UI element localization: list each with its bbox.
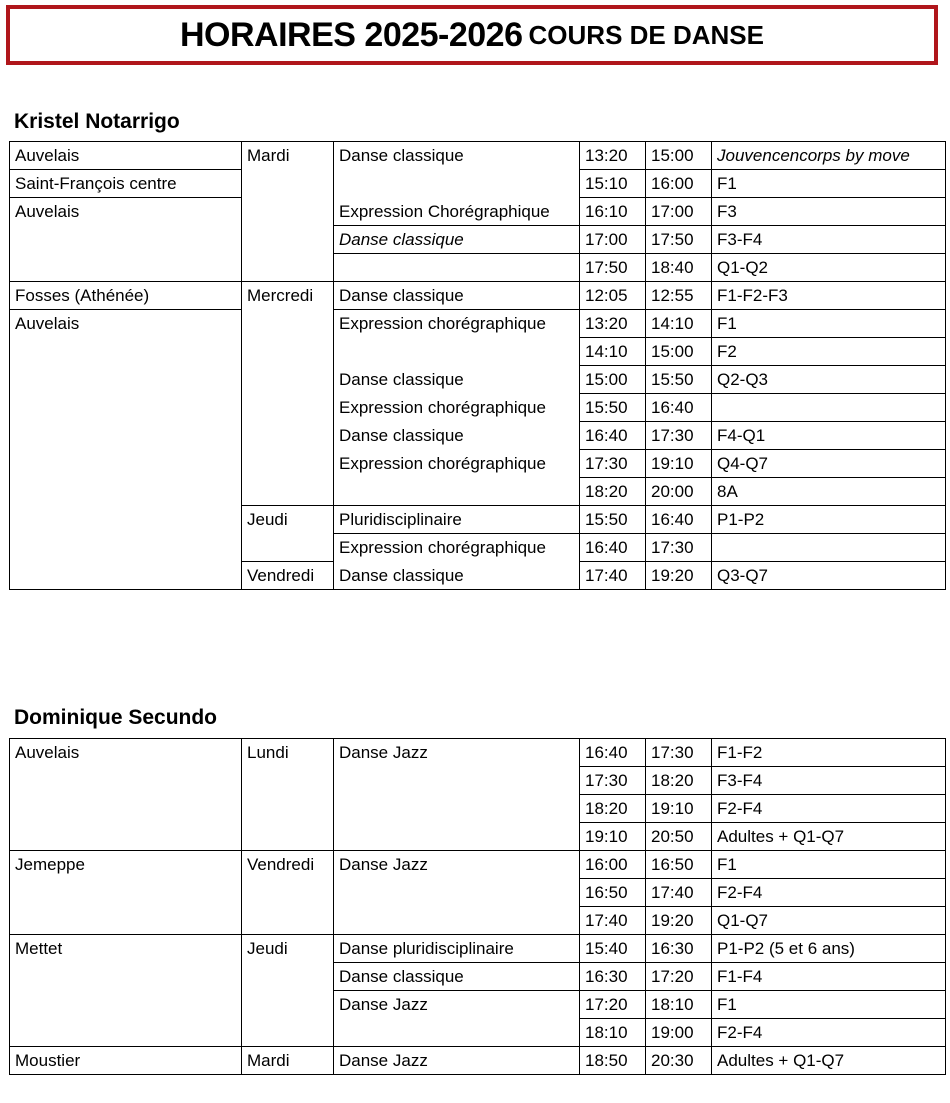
table-row xyxy=(10,767,946,795)
location-cell xyxy=(10,450,242,478)
start-time-cell: 16:00 xyxy=(580,851,646,879)
title-banner xyxy=(6,5,938,65)
start-time-cell: 12:05 xyxy=(580,282,646,310)
activity-cell: Expression chorégraphique xyxy=(334,394,580,422)
table-row xyxy=(10,851,946,879)
table-row xyxy=(10,506,946,534)
end-time-cell: 16:00 xyxy=(646,170,712,198)
group-cell: Q1-Q2 xyxy=(712,254,946,282)
table-row xyxy=(10,739,946,767)
group-cell: Q3-Q7 xyxy=(712,562,946,590)
page-title: HORAIRES 2025-2026 xyxy=(180,15,523,54)
activity-cell: Danse classique xyxy=(334,562,580,590)
group-cell: F1 xyxy=(712,310,946,338)
start-time-cell: 14:10 xyxy=(580,338,646,366)
teacher-name: Kristel Notarrigo xyxy=(14,110,180,133)
start-time-cell: 17:00 xyxy=(580,226,646,254)
table-row xyxy=(10,1047,946,1075)
activity-cell: Danse Jazz xyxy=(334,1047,580,1075)
location-cell: Fosses (Athénée) xyxy=(10,282,242,310)
day-cell xyxy=(242,907,334,935)
activity-cell: Danse classique xyxy=(334,226,580,254)
day-cell: Mercredi xyxy=(242,282,334,310)
group-cell: F3-F4 xyxy=(712,767,946,795)
day-cell xyxy=(242,310,334,338)
location-cell: Auvelais xyxy=(10,739,242,767)
location-cell xyxy=(10,795,242,823)
table-row xyxy=(10,963,946,991)
activity-cell xyxy=(334,254,580,282)
end-time-cell: 20:30 xyxy=(646,1047,712,1075)
start-time-cell: 16:40 xyxy=(580,422,646,450)
end-time-cell: 17:30 xyxy=(646,739,712,767)
activity-cell: Danse classique xyxy=(334,963,580,991)
day-cell: Mardi xyxy=(242,142,334,170)
table-row xyxy=(10,310,946,338)
table-row xyxy=(10,338,946,366)
day-cell xyxy=(242,879,334,907)
activity-cell xyxy=(334,879,580,907)
location-cell xyxy=(10,907,242,935)
table-row xyxy=(10,366,946,394)
location-cell xyxy=(10,823,242,851)
end-time-cell: 17:50 xyxy=(646,226,712,254)
table-row xyxy=(10,226,946,254)
end-time-cell: 18:20 xyxy=(646,767,712,795)
location-cell xyxy=(10,963,242,991)
location-cell xyxy=(10,534,242,562)
start-time-cell: 17:20 xyxy=(580,991,646,1019)
activity-cell xyxy=(334,767,580,795)
table-row xyxy=(10,879,946,907)
schedule-table xyxy=(9,738,946,1075)
activity-cell: Danse classique xyxy=(334,366,580,394)
group-cell: Adultes + Q1-Q7 xyxy=(712,823,946,851)
day-cell: Vendredi xyxy=(242,851,334,879)
table-row xyxy=(10,254,946,282)
group-cell: F2-F4 xyxy=(712,879,946,907)
group-cell: F1-F4 xyxy=(712,963,946,991)
location-cell xyxy=(10,478,242,506)
location-cell xyxy=(10,366,242,394)
end-time-cell: 18:10 xyxy=(646,991,712,1019)
day-cell xyxy=(242,963,334,991)
table-row xyxy=(10,282,946,310)
table-row xyxy=(10,562,946,590)
activity-cell: Danse pluridisciplinaire xyxy=(334,935,580,963)
end-time-cell: 16:30 xyxy=(646,935,712,963)
location-cell xyxy=(10,991,242,1019)
end-time-cell: 20:00 xyxy=(646,478,712,506)
day-cell xyxy=(242,478,334,506)
end-time-cell: 15:00 xyxy=(646,142,712,170)
start-time-cell: 16:10 xyxy=(580,198,646,226)
start-time-cell: 15:50 xyxy=(580,506,646,534)
start-time-cell: 15:40 xyxy=(580,935,646,963)
location-cell xyxy=(10,767,242,795)
start-time-cell: 18:10 xyxy=(580,1019,646,1047)
page-subtitle: COURS DE DANSE xyxy=(528,19,764,50)
group-cell: F4-Q1 xyxy=(712,422,946,450)
activity-cell: Pluridisciplinaire xyxy=(334,506,580,534)
day-cell xyxy=(242,170,334,198)
group-cell: Q4-Q7 xyxy=(712,450,946,478)
group-cell: F1 xyxy=(712,851,946,879)
start-time-cell: 19:10 xyxy=(580,823,646,851)
start-time-cell: 13:20 xyxy=(580,310,646,338)
table-row xyxy=(10,795,946,823)
group-cell: F2-F4 xyxy=(712,1019,946,1047)
schedule-table xyxy=(9,141,946,590)
location-cell xyxy=(10,422,242,450)
activity-cell xyxy=(334,170,580,198)
table-row xyxy=(10,394,946,422)
group-cell: F1 xyxy=(712,991,946,1019)
group-cell: F1-F2-F3 xyxy=(712,282,946,310)
location-cell xyxy=(10,562,242,590)
activity-cell: Danse Jazz xyxy=(334,851,580,879)
day-cell xyxy=(242,823,334,851)
activity-cell xyxy=(334,795,580,823)
location-cell: Auvelais xyxy=(10,142,242,170)
table-row xyxy=(10,170,946,198)
activity-cell: Expression chorégraphique xyxy=(334,450,580,478)
day-cell: Jeudi xyxy=(242,506,334,534)
location-cell xyxy=(10,254,242,282)
group-cell: F1 xyxy=(712,170,946,198)
day-cell: Vendredi xyxy=(242,562,334,590)
end-time-cell: 17:20 xyxy=(646,963,712,991)
end-time-cell: 16:40 xyxy=(646,394,712,422)
activity-cell: Expression Chorégraphique xyxy=(334,198,580,226)
activity-cell: Danse classique xyxy=(334,422,580,450)
table-row xyxy=(10,823,946,851)
activity-cell: Danse classique xyxy=(334,142,580,170)
start-time-cell: 16:40 xyxy=(580,739,646,767)
day-cell xyxy=(242,394,334,422)
location-cell: Moustier xyxy=(10,1047,242,1075)
start-time-cell: 15:50 xyxy=(580,394,646,422)
day-cell: Lundi xyxy=(242,739,334,767)
start-time-cell: 18:20 xyxy=(580,795,646,823)
table-row xyxy=(10,142,946,170)
group-cell: F2-F4 xyxy=(712,795,946,823)
end-time-cell: 19:20 xyxy=(646,562,712,590)
location-cell: Auvelais xyxy=(10,198,242,226)
day-cell xyxy=(242,795,334,823)
day-cell: Jeudi xyxy=(242,935,334,963)
activity-cell: Danse classique xyxy=(334,282,580,310)
start-time-cell: 16:50 xyxy=(580,879,646,907)
location-cell xyxy=(10,1019,242,1047)
start-time-cell: 18:50 xyxy=(580,1047,646,1075)
group-cell: P1-P2 xyxy=(712,506,946,534)
activity-cell: Expression chorégraphique xyxy=(334,534,580,562)
start-time-cell: 13:20 xyxy=(580,142,646,170)
end-time-cell: 19:20 xyxy=(646,907,712,935)
day-cell xyxy=(242,534,334,562)
start-time-cell: 17:40 xyxy=(580,562,646,590)
activity-cell xyxy=(334,338,580,366)
activity-cell: Danse Jazz xyxy=(334,739,580,767)
day-cell xyxy=(242,767,334,795)
activity-cell xyxy=(334,1019,580,1047)
location-cell xyxy=(10,226,242,254)
start-time-cell: 18:20 xyxy=(580,478,646,506)
start-time-cell: 16:40 xyxy=(580,534,646,562)
day-cell xyxy=(242,422,334,450)
location-cell xyxy=(10,879,242,907)
start-time-cell: 17:40 xyxy=(580,907,646,935)
start-time-cell: 17:50 xyxy=(580,254,646,282)
end-time-cell: 18:40 xyxy=(646,254,712,282)
day-cell xyxy=(242,366,334,394)
table-row xyxy=(10,422,946,450)
table-row xyxy=(10,198,946,226)
activity-cell xyxy=(334,907,580,935)
day-cell xyxy=(242,198,334,226)
end-time-cell: 19:10 xyxy=(646,795,712,823)
activity-cell: Danse Jazz xyxy=(334,991,580,1019)
day-cell xyxy=(242,226,334,254)
end-time-cell: 17:30 xyxy=(646,422,712,450)
table-row xyxy=(10,450,946,478)
table-row xyxy=(10,1019,946,1047)
day-cell: Mardi xyxy=(242,1047,334,1075)
start-time-cell: 16:30 xyxy=(580,963,646,991)
group-cell: F1-F2 xyxy=(712,739,946,767)
day-cell xyxy=(242,450,334,478)
table-row xyxy=(10,991,946,1019)
end-time-cell: 19:00 xyxy=(646,1019,712,1047)
end-time-cell: 15:00 xyxy=(646,338,712,366)
end-time-cell: 17:40 xyxy=(646,879,712,907)
group-cell: F3 xyxy=(712,198,946,226)
start-time-cell: 17:30 xyxy=(580,767,646,795)
end-time-cell: 17:00 xyxy=(646,198,712,226)
activity-cell: Expression chorégraphique xyxy=(334,310,580,338)
start-time-cell: 15:00 xyxy=(580,366,646,394)
activity-cell xyxy=(334,823,580,851)
group-cell: F3-F4 xyxy=(712,226,946,254)
day-cell xyxy=(242,991,334,1019)
day-cell xyxy=(242,254,334,282)
location-cell: Auvelais xyxy=(10,310,242,338)
group-cell: 8A xyxy=(712,478,946,506)
group-cell: F2 xyxy=(712,338,946,366)
start-time-cell: 15:10 xyxy=(580,170,646,198)
teacher-name: Dominique Secundo xyxy=(14,706,218,729)
start-time-cell: 17:30 xyxy=(580,450,646,478)
group-cell: P1-P2 (5 et 6 ans) xyxy=(712,935,946,963)
end-time-cell: 20:50 xyxy=(646,823,712,851)
group-cell xyxy=(712,394,946,422)
group-cell: Q1-Q7 xyxy=(712,907,946,935)
location-cell xyxy=(10,394,242,422)
day-cell xyxy=(242,338,334,366)
end-time-cell: 17:30 xyxy=(646,534,712,562)
end-time-cell: 14:10 xyxy=(646,310,712,338)
table-row xyxy=(10,478,946,506)
location-cell: Mettet xyxy=(10,935,242,963)
table-row xyxy=(10,935,946,963)
location-cell xyxy=(10,338,242,366)
location-cell: Saint-François centre xyxy=(10,170,242,198)
group-cell xyxy=(712,534,946,562)
end-time-cell: 16:50 xyxy=(646,851,712,879)
end-time-cell: 12:55 xyxy=(646,282,712,310)
end-time-cell: 15:50 xyxy=(646,366,712,394)
group-cell: Q2-Q3 xyxy=(712,366,946,394)
table-row xyxy=(10,534,946,562)
table-row xyxy=(10,907,946,935)
group-cell: Adultes + Q1-Q7 xyxy=(712,1047,946,1075)
location-cell xyxy=(10,506,242,534)
day-cell xyxy=(242,1019,334,1047)
group-cell: Jouvencencorps by move xyxy=(712,142,946,170)
end-time-cell: 19:10 xyxy=(646,450,712,478)
end-time-cell: 16:40 xyxy=(646,506,712,534)
location-cell: Jemeppe xyxy=(10,851,242,879)
activity-cell xyxy=(334,478,580,506)
